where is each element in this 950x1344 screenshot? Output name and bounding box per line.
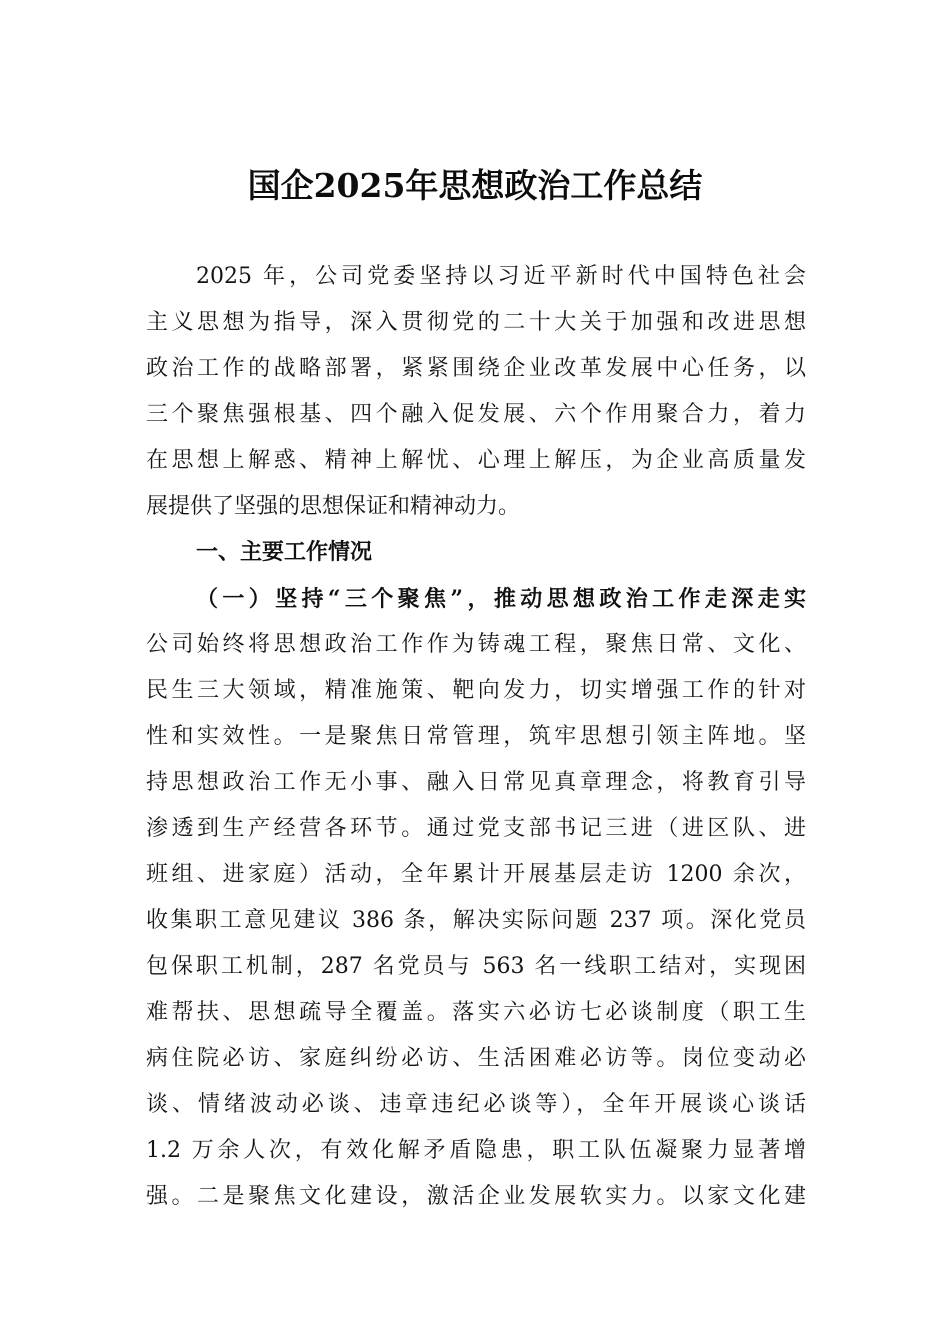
paragraph-line: 难帮扶、思想疏导全覆盖。落实六必访七必谈制度（职工生 [146,1000,806,1025]
paragraph-line: 收集职工意见建议 386 条，解决实际问题 237 项。深化党员 [146,908,806,933]
paragraph-line: 政治工作的战略部署，紧紧围绕企业改革发展中心任务，以 [146,356,806,381]
section-heading: 一、主要工作情况 [196,540,373,565]
paragraph-line: 1.2 万余人次，有效化解矛盾隐患，职工队伍凝聚力显著增 [146,1138,806,1163]
paragraph-line: 病住院必访、家庭纠纷必访、生活困难必访等。岗位变动必 [146,1046,806,1071]
paragraph-line: 性和实效性。一是聚焦日常管理，筑牢思想引领主阵地。坚 [146,724,806,749]
paragraph-line: 强。二是聚焦文化建设，激活企业发展软实力。以家文化建 [146,1184,806,1209]
document-body [146,254,806,1220]
paragraph-line: 谈、情绪波动必谈、违章违纪必谈等），全年开展谈心谈话 [146,1092,806,1117]
document-title: 国企2025年思想政治工作总结 [247,166,703,205]
paragraph-line: 渗透到生产经营各环节。通过党支部书记三进（进区队、进 [146,816,806,841]
paragraph-line: 三个聚焦强根基、四个融入促发展、六个作用聚合力，着力 [146,402,806,427]
paragraph-line: 主义思想为指导，深入贯彻党的二十大关于加强和改进思想 [146,310,806,335]
paragraph-line: 持思想政治工作无小事、融入日常见真章理念，将教育引导 [146,770,806,795]
paragraph-line: 在思想上解惑、精神上解忧、心理上解压，为企业高质量发 [146,448,806,473]
paragraph-line: 班组、进家庭）活动，全年累计开展基层走访 1200 余次， [146,862,806,887]
paragraph-line: 公司始终将思想政治工作作为铸魂工程，聚焦日常、文化、 [146,632,806,657]
paragraph-line: 展提供了坚强的思想保证和精神动力。 [146,494,521,519]
subsection-heading: （一）坚持“三个聚焦”，推动思想政治工作走深走实 [196,586,806,612]
paragraph-line: 包保职工机制，287 名党员与 563 名一线职工结对，实现困 [146,954,806,979]
paragraph-line: 2025 年，公司党委坚持以习近平新时代中国特色社会 [196,264,806,289]
paragraph-line: 民生三大领域，精准施策、靶向发力，切实增强工作的针对 [146,678,806,703]
